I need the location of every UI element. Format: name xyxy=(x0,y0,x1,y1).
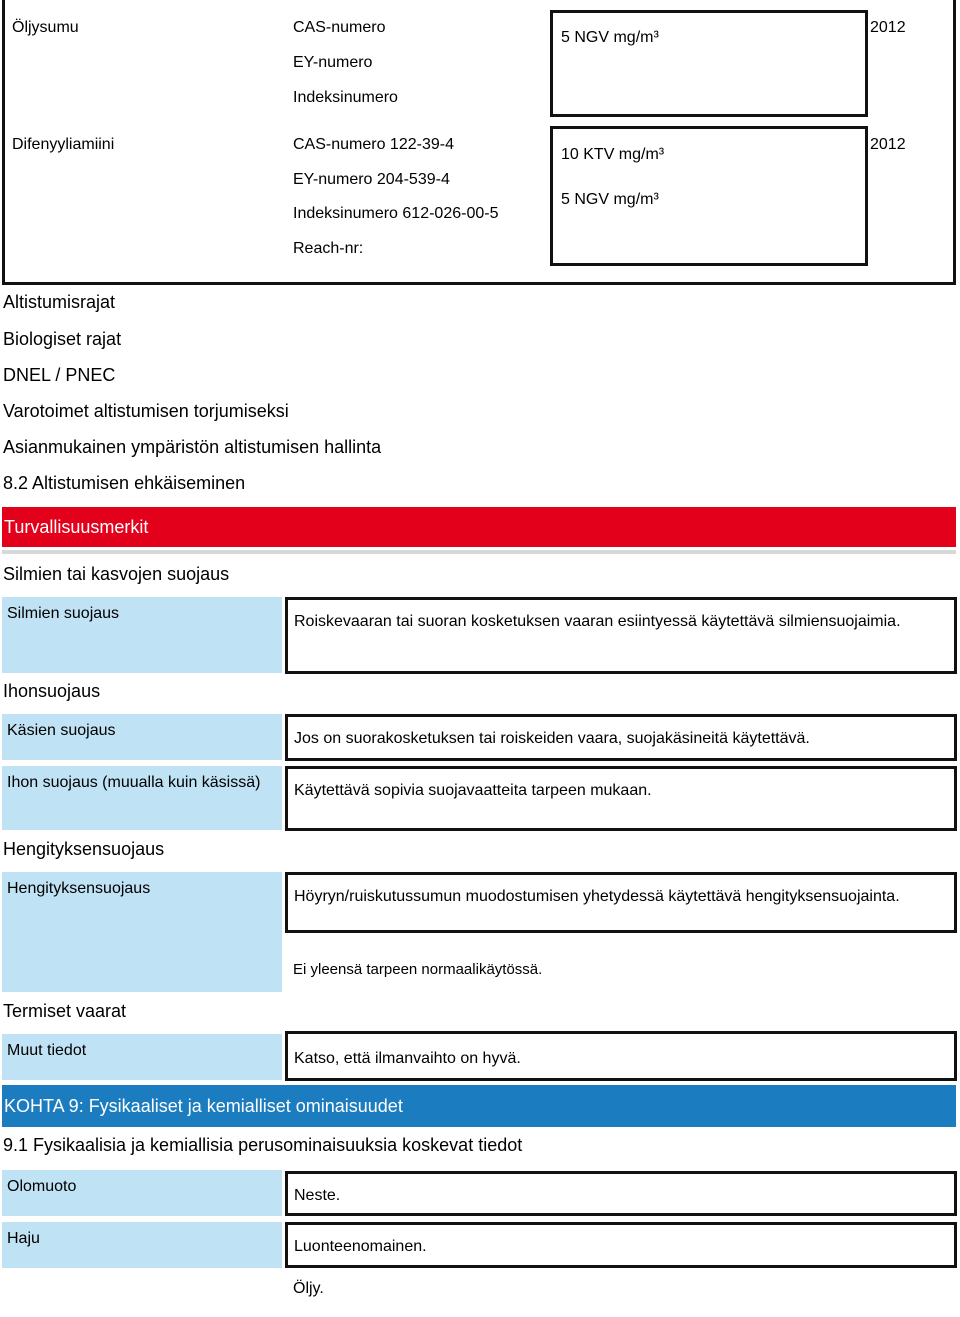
heading-biologiset-rajat: Biologiset rajat xyxy=(3,329,122,349)
limit-value-box xyxy=(550,126,868,266)
cas-number: CAS-numero 122-39-4 xyxy=(293,136,454,153)
label-odor: Haju xyxy=(2,1222,282,1268)
value-respiratory-note: Ei yleensä tarpeen normaalikäytössä. xyxy=(293,961,543,978)
section-9-title: KOHTA 9: Fysikaaliset ja kemialliset ominaisuudet xyxy=(4,1096,403,1116)
heading-skin-protection: Ihonsuojaus xyxy=(3,681,101,701)
limit-value: 5 NGV mg/m³ xyxy=(561,29,659,46)
label-physical-state: Olomuoto xyxy=(2,1170,282,1216)
limit-year: 2012 xyxy=(870,136,906,153)
label-other-info: Muut tiedot xyxy=(2,1034,282,1080)
bar-shadow xyxy=(2,550,956,554)
label-hand-protection: Käsien suojaus xyxy=(2,714,282,760)
ey-number: EY-numero 204-539-4 xyxy=(293,171,450,188)
value-odor: Luonteenomainen. xyxy=(285,1222,957,1268)
ey-number-label: EY-numero xyxy=(293,54,373,71)
heading-varotoimet: Varotoimet altistumisen torjumiseksi xyxy=(3,401,289,421)
limit-year: 2012 xyxy=(870,19,906,36)
index-number-label: Indeksinumero xyxy=(293,89,398,106)
reach-number: Reach-nr: xyxy=(293,240,364,257)
value-hand-protection: Jos on suorakosketuksen tai roiskeiden vaara, suojakäsineitä käytettävä. xyxy=(285,714,957,761)
cas-number-label: CAS-numero xyxy=(293,19,386,36)
heading-dnel-pnec: DNEL / PNEC xyxy=(3,365,116,385)
section-9-bar xyxy=(2,1085,956,1127)
substance-name: Öljysumu xyxy=(12,19,79,36)
heading-altistumisrajat: Altistumisrajat xyxy=(3,292,116,312)
limit-value-ngv: 5 NGV mg/m³ xyxy=(561,191,659,208)
heading-9-1: 9.1 Fysikaalisia ja kemiallisia perusominaisuuksia koskevat tiedot xyxy=(3,1135,523,1155)
value-body-protection: Käytettävä sopivia suojavaatteita tarpeen mukaan. xyxy=(285,766,957,831)
label-respiratory-protection: Hengityksensuojaus xyxy=(2,872,282,992)
substance-name: Difenyyliamiini xyxy=(12,136,115,153)
index-number: Indeksinumero 612-026-00-5 xyxy=(293,205,499,222)
value-respiratory-protection: Höyryn/ruiskutussumun muodostumisen yhetydessä käytettävä hengityksensuojainta. xyxy=(285,872,957,933)
value-eye-protection: Roiskevaaran tai suoran kosketuksen vaaran esiintyessä käytettävä silmiensuojaimia. xyxy=(285,597,957,674)
value-physical-state: Neste. xyxy=(285,1171,957,1216)
limit-value-ktv: 10 KTV mg/m³ xyxy=(561,146,665,163)
value-other-info: Katso, että ilmanvaihto on hyvä. xyxy=(285,1031,957,1081)
heading-ymparisto: Asianmukainen ympäristön altistumisen hallinta xyxy=(3,437,382,457)
heading-ehkaiseminen: 8.2 Altistumisen ehkäiseminen xyxy=(3,473,246,493)
safety-signs-bar xyxy=(2,507,956,547)
heading-eye-face-protection: Silmien tai kasvojen suojaus xyxy=(3,564,230,584)
heading-thermal-hazards: Termiset vaarat xyxy=(3,1001,127,1021)
safety-signs-title: Turvallisuusmerkit xyxy=(4,517,149,537)
label-body-protection: Ihon suojaus (muualla kuin käsissä) xyxy=(2,766,282,830)
limit-value-box xyxy=(550,10,868,117)
value-odor-note: Öljy. xyxy=(293,1280,324,1297)
label-eye-protection: Silmien suojaus xyxy=(2,597,282,673)
heading-respiratory-protection: Hengityksensuojaus xyxy=(3,839,165,859)
